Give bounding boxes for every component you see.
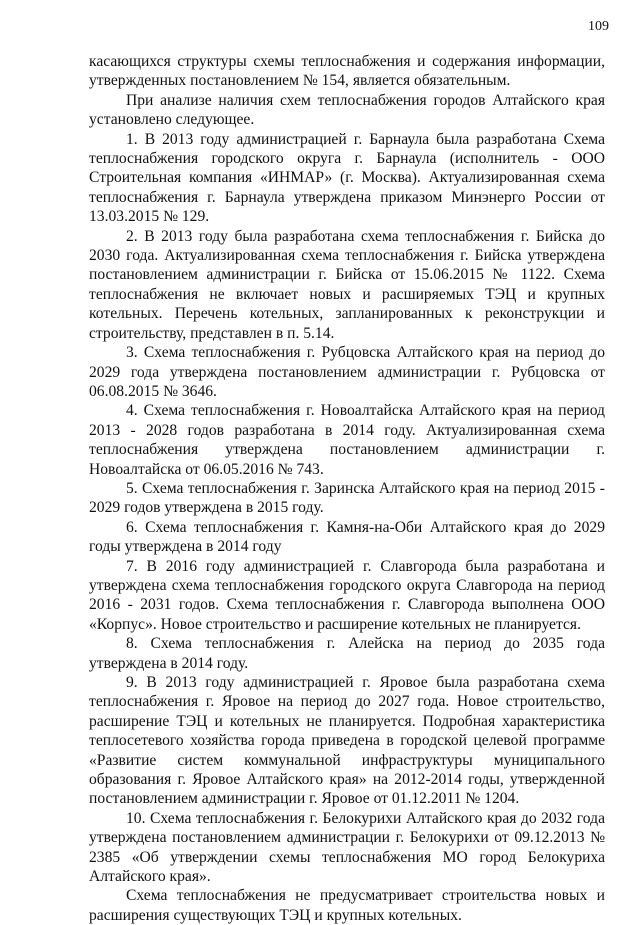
paragraph-conclusion: Схема теплоснабжения не предусматривает строительства новых и расширения существующих ТЭЦ и крупных котельных.: [89, 887, 605, 924]
paragraph-item-3-rubtsovsk: 3. Схема теплоснабжения г. Рубцовска Алтайского края на период до 2029 года утверждена постановлением администрации г. Рубцовска от 06.08.2015 № 3646.: [89, 344, 605, 400]
paragraph-item-7-slavgorod: 7. В 2016 году администрацией г. Славгорода была разработана и утверждена схема теплоснабжения городского округа Славгорода на период 2016 - 2031 годов. Схема теплоснабжения г. Славгорода выполнена ООО «Корпус». Новое строительство и расширение котельных не планируется.: [89, 557, 605, 633]
document-body: [89, 52, 605, 925]
paragraph-item-5-zarinsk: 5. Схема теплоснабжения г. Заринска Алтайского края на период 2015 - 2029 годов утверждена в 2015 году.: [89, 479, 605, 517]
paragraph-item-1-barnaul: 1. В 2013 году администрацией г. Барнаула была разработана Схема теплоснабжения городского округа г. Барнаула (исполнитель - ООО Строительная компания «ИНМАР» (г. Москва). Актуализированная схема теплоснабжения г. Барнаула утверждена приказом Минэнерго России от 13.03.2015 № 129.: [89, 130, 605, 226]
paragraph-item-4-novoaltaysk: 4. Схема теплоснабжения г. Новоалтайска Алтайского края на период 2013 - 2028 годов разработана в 2014 году. Актуализированная схема теплоснабжения утверждена постановлением администрации г. Новоалтайска от 06.05.2016 № 743.: [89, 402, 605, 478]
paragraph-analysis-intro: При анализе наличия схем теплоснабжения городов Алтайского края установлено следующее.: [89, 91, 605, 129]
paragraph-item-6-kamen-na-obi: 6. Схема теплоснабжения г. Камня-на-Оби Алтайского края до 2029 годы утверждена в 2014 году: [89, 518, 605, 556]
paragraph-item-9-yarovoe: 9. В 2013 году администрацией г. Яровое была разработана схема теплоснабжения г. Яровое на период до 2027 года. Новое строительство, расширение ТЭЦ и котельных не планируется. Подробная характеристика теплосетевого хозяйства города приведена в городской целевой программе «Развитие систем коммунальной инфраструктуры муниципального образования г. Яровое Алтайского края» на 2012-2014 годы, утвержденной постановлением администрации г. Яровое от 01.12.2011 № 1204.: [89, 674, 605, 808]
paragraph-item-8-aleysk: 8. Схема теплоснабжения г. Алейска на период до 2035 года утверждена в 2014 году.: [89, 635, 605, 672]
paragraph-item-2-biysk: 2. В 2013 году была разработана схема теплоснабжения г. Бийска до 2030 года. Актуализированная схема теплоснабжения г. Бийска утверждена постановлением администрации г. Бийска от 15.06.2015 № 1122. Схема теплоснабжения не включает новых и расширяемых ТЭЦ и крупных котельных. Перечень котельных, запланированных к реконструкции и строительству, представлен в п. 5.14.: [89, 227, 605, 342]
paragraph-item-10-belokurikha: 10. Схема теплоснабжения г. Белокурихи Алтайского края до 2032 года утверждена постановлением администрации г. Белокурихи от 09.12.2013 № 2385 «Об утверждении схемы теплоснабжения МО город Белокуриха Алтайского края».: [89, 809, 605, 886]
paragraph-intro-continuation: касающихся структуры схемы теплоснабжения и содержания информации, утвержденных постановлением № 154, является обязательным.: [89, 53, 605, 90]
page-number: 109: [588, 19, 609, 34]
